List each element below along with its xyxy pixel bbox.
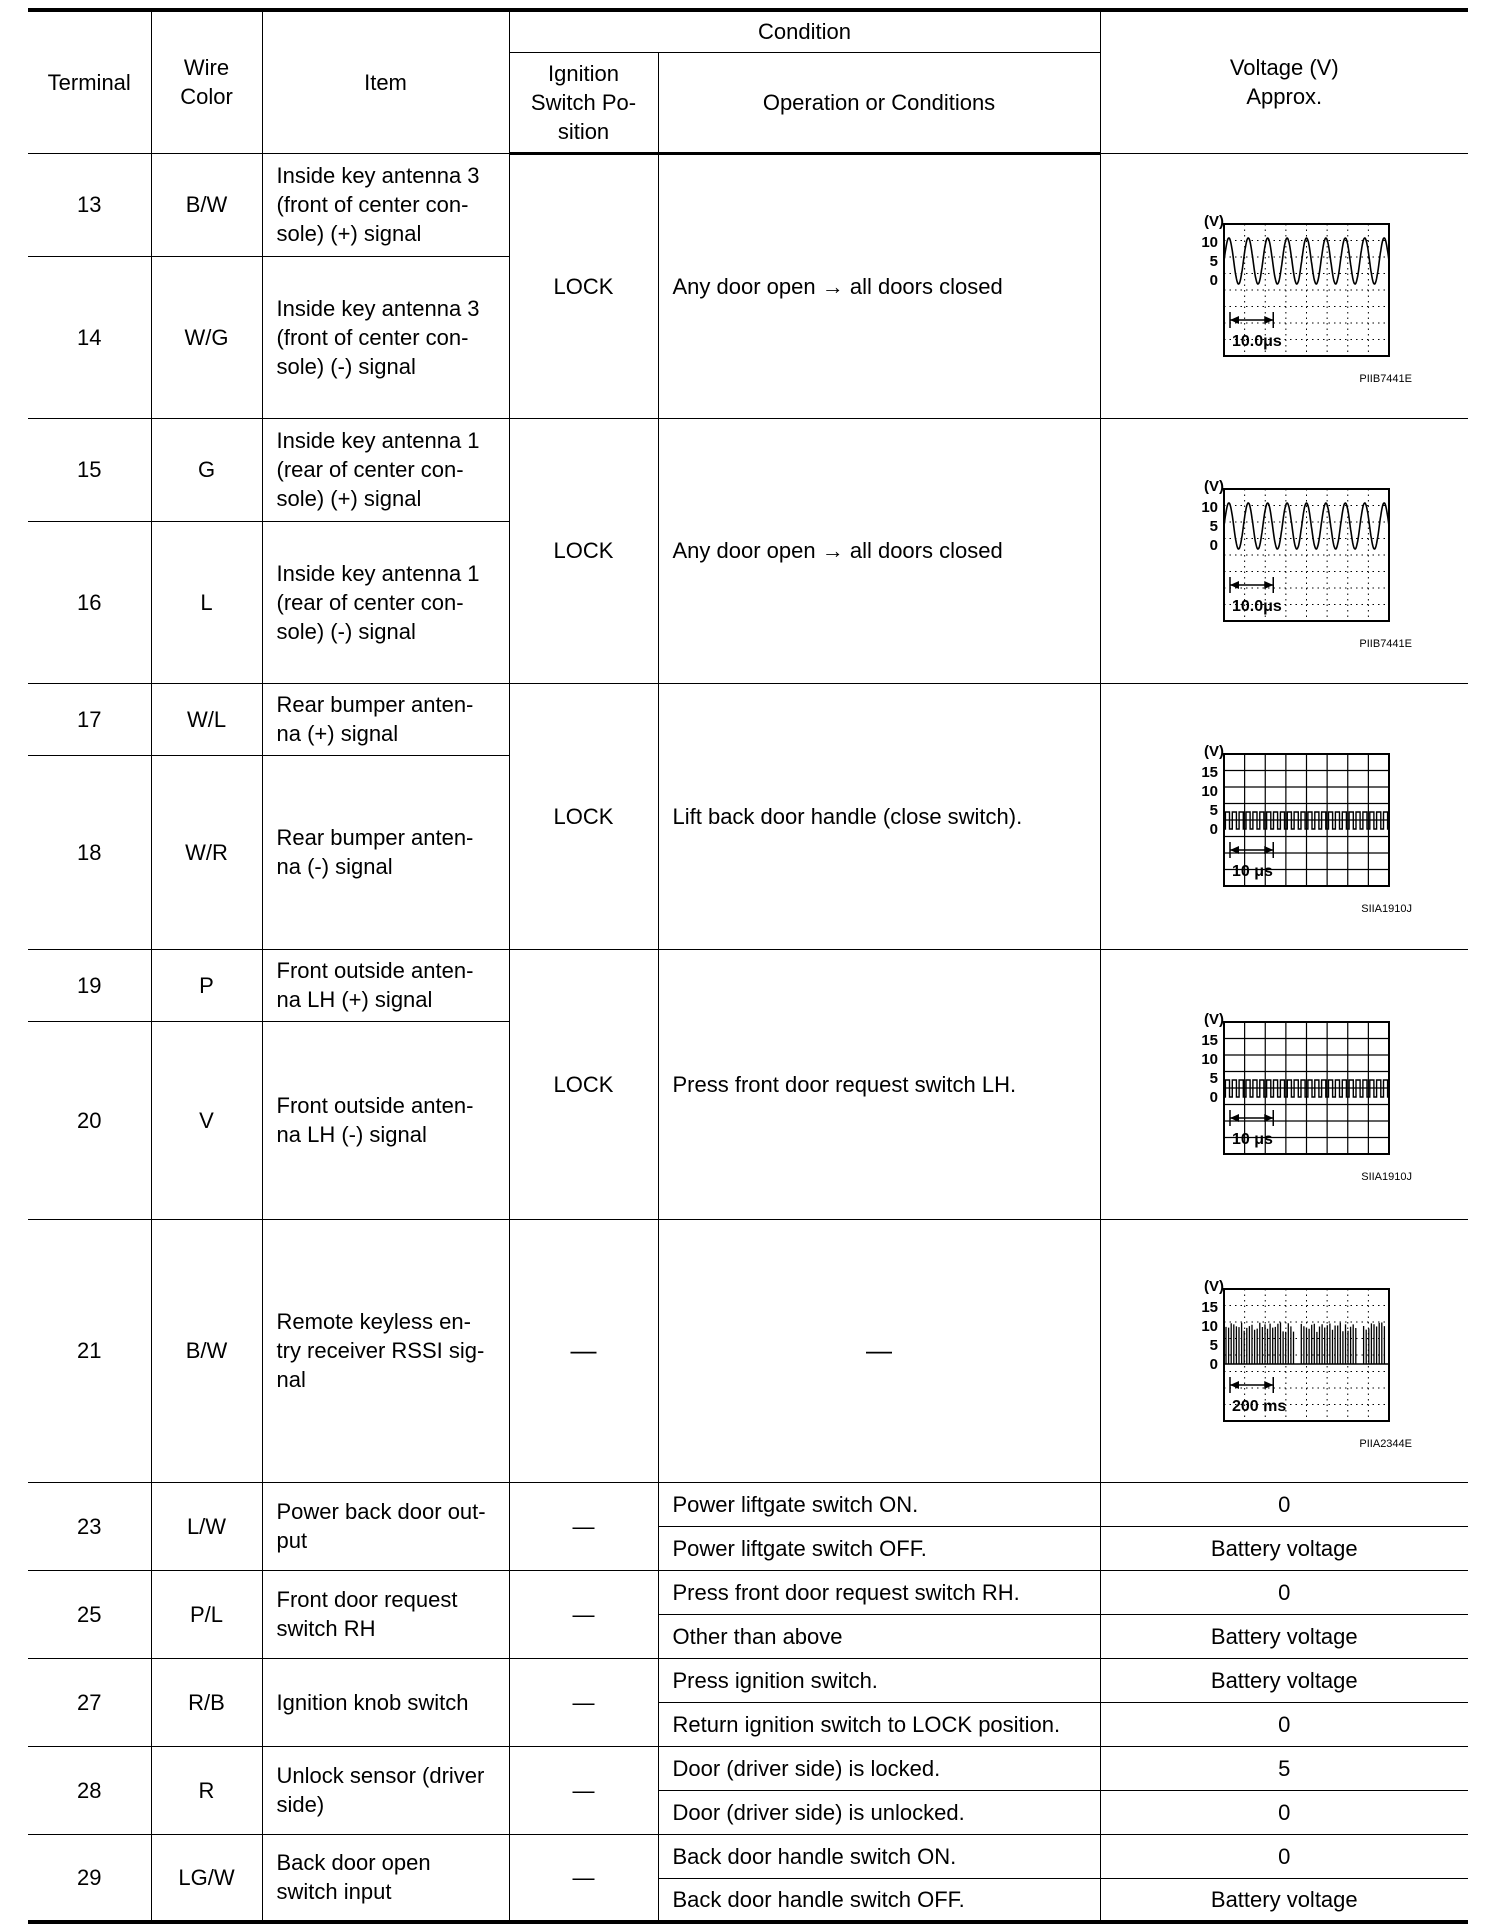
time-scale-label: 10.0μs — [1232, 597, 1283, 615]
wire-color: G — [151, 418, 262, 521]
table-row — [28, 1570, 1468, 1614]
operation-condition: Lift back door handle (close switch). — [658, 683, 1100, 949]
terminal-number: 27 — [28, 1658, 151, 1746]
operation-condition: Return ignition switch to LOCK position. — [658, 1702, 1100, 1746]
operation-condition: Press ignition switch. — [658, 1658, 1100, 1702]
item-description: Inside key antenna 1 (rear of center con-sole) (+) signal — [262, 418, 509, 521]
time-marker-arrow — [1230, 581, 1239, 589]
ignition-position: — — [509, 1219, 658, 1482]
y-tick-label: 0 — [1209, 1355, 1219, 1373]
table-row — [28, 418, 1468, 521]
wire-color: LG/W — [151, 1834, 262, 1922]
y-tick-label: 0 — [1209, 271, 1219, 289]
y-tick-label: 15 — [1201, 1032, 1219, 1049]
terminal-number: 19 — [28, 949, 151, 1021]
ignition-position: LOCK — [509, 153, 658, 418]
operation-condition: Power liftgate switch OFF. — [658, 1526, 1100, 1570]
ignition-position: — — [509, 1746, 658, 1834]
table-row — [28, 1746, 1468, 1790]
y-tick-label: 5 — [1209, 802, 1219, 819]
wire-color: W/G — [151, 256, 262, 418]
item-description: Front door request switch RH — [262, 1570, 509, 1658]
waveform-diagram — [1154, 186, 1414, 386]
terminal-number: 16 — [28, 521, 151, 683]
ignition-position: LOCK — [509, 418, 658, 683]
voltage-value: 0 — [1100, 1570, 1468, 1614]
y-tick-label: 10 — [1201, 1317, 1219, 1335]
terminal-number: 15 — [28, 418, 151, 521]
terminal-number: 20 — [28, 1021, 151, 1219]
waveform-diagram — [1154, 716, 1414, 916]
terminal-spec-table — [28, 8, 1468, 1924]
operation-condition: Door (driver side) is locked. — [658, 1746, 1100, 1790]
item-description: Back door open switch input — [262, 1834, 509, 1922]
operation-condition: Power liftgate switch ON. — [658, 1482, 1100, 1526]
operation-condition: — — [658, 1219, 1100, 1482]
voltage-value: 0 — [1100, 1834, 1468, 1878]
table-row — [28, 1834, 1468, 1878]
terminal-number: 21 — [28, 1219, 151, 1482]
y-tick-label: 5 — [1209, 1336, 1219, 1354]
waveform-unit-label: (V) — [1204, 212, 1225, 230]
item-description: Inside key antenna 3 (front of center con-sole) (+) signal — [262, 153, 509, 256]
y-tick-label: 10 — [1201, 1051, 1219, 1068]
item-description: Front outside anten-na LH (+) signal — [262, 949, 509, 1021]
table-row — [28, 1219, 1468, 1482]
signal-trace — [1226, 1322, 1384, 1364]
header-voltage: Voltage (V) Approx. — [1100, 10, 1468, 153]
item-description: Rear bumper anten-na (+) signal — [262, 683, 509, 755]
wire-color: R — [151, 1746, 262, 1834]
table-row — [28, 683, 1468, 755]
ignition-position: LOCK — [509, 949, 658, 1219]
y-tick-label: 15 — [1201, 1298, 1219, 1316]
header-wire-color: Wire Color — [151, 10, 262, 153]
waveform-cell — [1100, 949, 1468, 1219]
item-description: Inside key antenna 1 (rear of center con-sole) (-) signal — [262, 521, 509, 683]
header-operation: Operation or Conditions — [658, 52, 1100, 153]
waveform-unit-label: (V) — [1204, 477, 1225, 495]
wire-color: W/L — [151, 683, 262, 755]
y-tick-label: 0 — [1209, 821, 1219, 838]
voltage-value: Battery voltage — [1100, 1878, 1468, 1922]
waveform-cell — [1100, 418, 1468, 683]
ignition-position: — — [509, 1834, 658, 1922]
table-row — [28, 1658, 1468, 1702]
voltage-value: 0 — [1100, 1702, 1468, 1746]
voltage-value: 0 — [1100, 1482, 1468, 1526]
wire-color: P/L — [151, 1570, 262, 1658]
wire-color: B/W — [151, 153, 262, 256]
y-tick-label: 0 — [1209, 1089, 1219, 1106]
terminal-number: 23 — [28, 1482, 151, 1570]
y-tick-label: 10 — [1201, 783, 1219, 800]
y-tick-label: 5 — [1209, 517, 1219, 535]
header-ignition-switch-position: Ignition Switch Po- sition — [509, 52, 658, 153]
wire-color: B/W — [151, 1219, 262, 1482]
waveform-unit-label: (V) — [1204, 1277, 1225, 1295]
voltage-value: Battery voltage — [1100, 1526, 1468, 1570]
waveform-unit-label: (V) — [1204, 1011, 1225, 1028]
operation-condition: Back door handle switch ON. — [658, 1834, 1100, 1878]
terminal-number: 17 — [28, 683, 151, 755]
terminal-number: 14 — [28, 256, 151, 418]
wire-color: R/B — [151, 1658, 262, 1746]
item-description: Rear bumper anten-na (-) signal — [262, 755, 509, 949]
y-tick-label: 15 — [1201, 764, 1219, 781]
time-marker-arrow — [1230, 1381, 1239, 1389]
item-description: Remote keyless en-try receiver RSSI sig-nal — [262, 1219, 509, 1482]
wire-color: W/R — [151, 755, 262, 949]
y-tick-label: 5 — [1209, 252, 1219, 270]
waveform-cell — [1100, 1219, 1468, 1482]
voltage-value: Battery voltage — [1100, 1614, 1468, 1658]
wire-color: L — [151, 521, 262, 683]
y-tick-label: 10 — [1201, 498, 1219, 516]
waveform-diagram — [1154, 1251, 1414, 1451]
item-description: Power back door out-put — [262, 1482, 509, 1570]
voltage-value: 0 — [1100, 1790, 1468, 1834]
waveform-diagram — [1154, 984, 1414, 1184]
wire-color: L/W — [151, 1482, 262, 1570]
time-scale-label: 10 μs — [1232, 1131, 1274, 1148]
terminal-number: 28 — [28, 1746, 151, 1834]
waveform-cell — [1100, 153, 1468, 418]
ignition-position: — — [509, 1570, 658, 1658]
operation-condition: Back door handle switch OFF. — [658, 1878, 1100, 1922]
figure-reference-code: SIIA1910J — [1361, 903, 1413, 915]
item-description: Ignition knob switch — [262, 1658, 509, 1746]
table-row — [28, 153, 1468, 256]
header-terminal: Terminal — [28, 10, 151, 153]
time-marker-arrow — [1230, 316, 1239, 324]
time-scale-label: 200 ms — [1232, 1397, 1287, 1415]
operation-condition: Press front door request switch RH. — [658, 1570, 1100, 1614]
ignition-position: — — [509, 1482, 658, 1570]
y-tick-label: 10 — [1201, 233, 1219, 251]
signal-trace — [1224, 238, 1389, 284]
operation-condition: Any door open → all doors closed — [658, 153, 1100, 418]
signal-trace — [1224, 503, 1389, 549]
header-item: Item — [262, 10, 509, 153]
item-description: Inside key antenna 3 (front of center con-sole) (-) signal — [262, 256, 509, 418]
operation-condition: Door (driver side) is unlocked. — [658, 1790, 1100, 1834]
terminal-number: 18 — [28, 755, 151, 949]
table-row — [28, 949, 1468, 1021]
figure-reference-code: PIIB7441E — [1359, 637, 1413, 650]
operation-condition: Other than above — [658, 1614, 1100, 1658]
y-tick-label: 0 — [1209, 536, 1219, 554]
operation-condition: Any door open → all doors closed — [658, 418, 1100, 683]
item-description: Unlock sensor (driver side) — [262, 1746, 509, 1834]
time-scale-label: 10 μs — [1232, 863, 1274, 880]
time-scale-label: 10.0μs — [1232, 332, 1283, 350]
figure-reference-code: PIIA2344E — [1359, 1437, 1413, 1450]
voltage-value: 5 — [1100, 1746, 1468, 1790]
voltage-value: Battery voltage — [1100, 1658, 1468, 1702]
figure-reference-code: SIIA1910J — [1361, 1171, 1413, 1183]
ignition-position: LOCK — [509, 683, 658, 949]
wire-color: P — [151, 949, 262, 1021]
waveform-diagram — [1154, 451, 1414, 651]
figure-reference-code: PIIB7441E — [1359, 372, 1413, 385]
ignition-position: — — [509, 1658, 658, 1746]
y-tick-label: 5 — [1209, 1070, 1219, 1087]
waveform-unit-label: (V) — [1204, 743, 1225, 760]
item-description: Front outside anten-na LH (-) signal — [262, 1021, 509, 1219]
operation-condition: Press front door request switch LH. — [658, 949, 1100, 1219]
waveform-cell — [1100, 683, 1468, 949]
table-row — [28, 1482, 1468, 1526]
wire-color: V — [151, 1021, 262, 1219]
terminal-number: 13 — [28, 153, 151, 256]
terminal-number: 29 — [28, 1834, 151, 1922]
terminal-number: 25 — [28, 1570, 151, 1658]
header-condition: Condition — [509, 10, 1100, 52]
